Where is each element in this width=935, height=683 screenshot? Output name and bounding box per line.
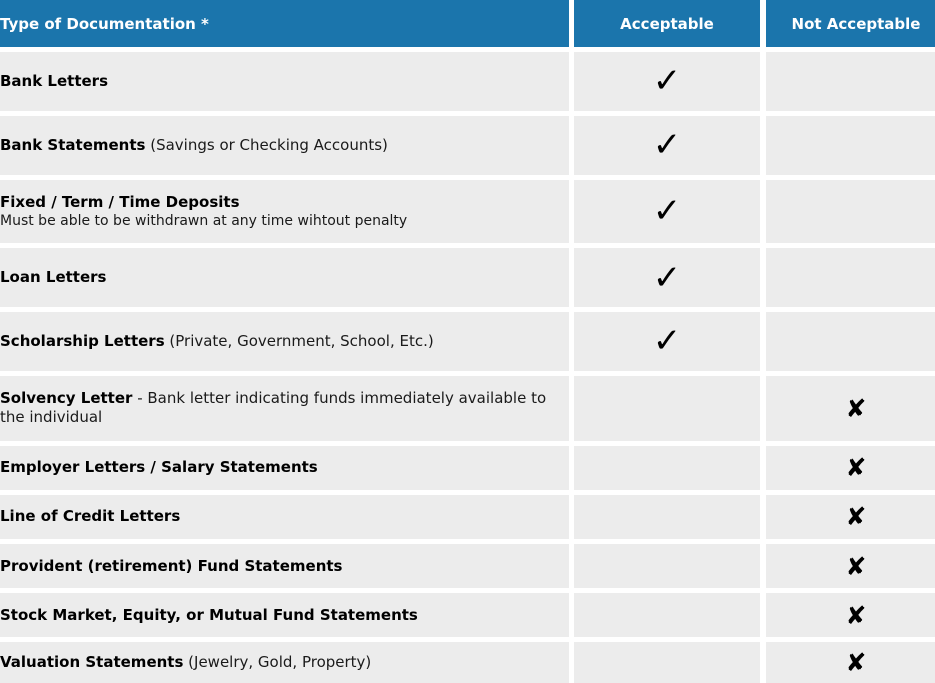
check-mark-icon: ✓ xyxy=(652,257,682,298)
table-row xyxy=(0,312,935,376)
acceptable-cell xyxy=(569,544,760,593)
acceptable-cell xyxy=(569,116,760,180)
doc-title: Solvency Letter xyxy=(0,389,133,408)
table-row xyxy=(0,248,935,312)
table-row xyxy=(0,544,935,593)
acceptable-cell xyxy=(569,446,760,495)
doc-type-cell xyxy=(0,642,569,683)
table-row xyxy=(0,495,935,544)
acceptable-cell xyxy=(569,642,760,683)
check-mark-icon: ✓ xyxy=(652,191,682,232)
doc-title: Line of Credit Letters xyxy=(0,507,181,526)
not-acceptable-cell xyxy=(760,495,935,544)
table-row xyxy=(0,116,935,180)
doc-title: Fixed / Term / Time Deposits xyxy=(0,192,240,211)
not-acceptable-cell xyxy=(760,52,935,116)
cross-mark-icon: ✘ xyxy=(845,551,867,581)
not-acceptable-cell xyxy=(760,376,935,446)
doc-title: Bank Statements xyxy=(0,135,146,154)
not-acceptable-cell xyxy=(760,248,935,312)
doc-type-cell xyxy=(0,180,569,249)
acceptable-cell xyxy=(569,495,760,544)
table-row xyxy=(0,446,935,495)
doc-type-cell xyxy=(0,116,569,180)
doc-type-cell xyxy=(0,248,569,312)
not-acceptable-cell xyxy=(760,312,935,376)
doc-title: Scholarship Letters xyxy=(0,331,165,350)
not-acceptable-cell xyxy=(760,544,935,593)
doc-note: Must be able to be withdrawn at any time wihtout penalty xyxy=(0,212,408,229)
header-row xyxy=(0,0,935,52)
doc-type-cell xyxy=(0,446,569,495)
doc-title: Provident (retirement) Fund Statements xyxy=(0,556,343,575)
doc-title: Loan Letters xyxy=(0,268,107,287)
doc-detail: (Jewelry, Gold, Property) xyxy=(183,653,372,672)
doc-title: Valuation Statements xyxy=(0,653,184,672)
doc-type-cell xyxy=(0,593,569,642)
table-row xyxy=(0,593,935,642)
check-mark-icon: ✓ xyxy=(652,125,682,166)
check-mark-icon: ✓ xyxy=(652,61,682,102)
not-acceptable-cell xyxy=(760,116,935,180)
not-acceptable-cell xyxy=(760,446,935,495)
table-row xyxy=(0,180,935,249)
header-acceptable: Acceptable xyxy=(569,0,760,52)
doc-detail: (Private, Government, School, Etc.) xyxy=(164,331,434,350)
doc-type-cell xyxy=(0,544,569,593)
acceptable-cell xyxy=(569,376,760,446)
doc-type-cell xyxy=(0,312,569,376)
cross-mark-icon: ✘ xyxy=(845,600,867,630)
not-acceptable-cell xyxy=(760,593,935,642)
doc-detail: - Bank letter indicating funds immediately available to the individual xyxy=(0,389,547,427)
header-not-acceptable: Not Acceptable xyxy=(760,0,935,52)
cross-mark-icon: ✘ xyxy=(845,502,867,532)
check-mark-icon: ✓ xyxy=(652,321,682,362)
header-type-of-documentation: Type of Documentation * xyxy=(0,0,569,52)
table-row xyxy=(0,52,935,116)
not-acceptable-cell xyxy=(760,180,935,249)
not-acceptable-cell xyxy=(760,642,935,683)
doc-title: Stock Market, Equity, or Mutual Fund Statements xyxy=(0,605,418,624)
table-row xyxy=(0,376,935,446)
cross-mark-icon: ✘ xyxy=(845,453,867,483)
acceptable-cell xyxy=(569,180,760,249)
acceptable-cell xyxy=(569,593,760,642)
table-row xyxy=(0,642,935,683)
doc-type-cell xyxy=(0,376,569,446)
cross-mark-icon: ✘ xyxy=(845,648,867,678)
doc-type-cell xyxy=(0,495,569,544)
cross-mark-icon: ✘ xyxy=(845,393,867,423)
doc-type-cell xyxy=(0,52,569,116)
doc-title: Bank Letters xyxy=(0,71,109,90)
acceptable-cell xyxy=(569,312,760,376)
doc-title: Employer Letters / Salary Statements xyxy=(0,458,318,477)
acceptable-cell xyxy=(569,248,760,312)
acceptable-cell xyxy=(569,52,760,116)
doc-detail: (Savings or Checking Accounts) xyxy=(145,135,388,154)
